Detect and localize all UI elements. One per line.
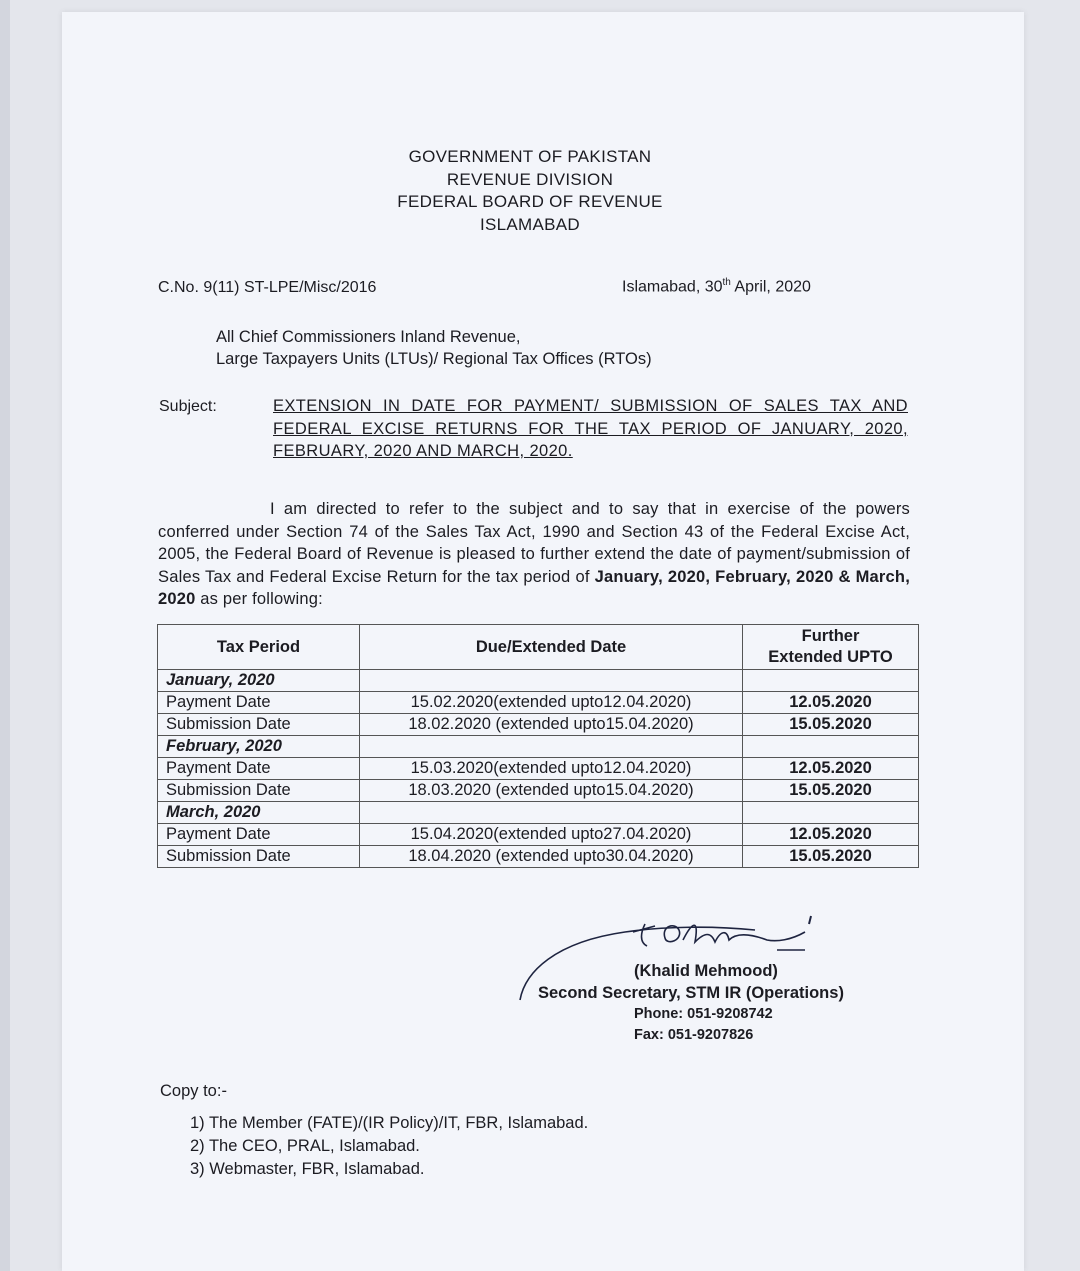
body-tail: as per following: [195, 590, 323, 608]
table-row [158, 824, 919, 846]
row-due: 15.03.2020(extended upto12.04.2020) [360, 758, 743, 780]
signatory-phone: Phone: 051-9208742 [634, 1006, 773, 1022]
addressee-line: All Chief Commissioners Inland Revenue, [216, 328, 521, 346]
table-row-month [158, 802, 919, 824]
addressee [216, 326, 652, 370]
body-bold-periods: January, 2020, February, 2020 & March, 2020 [158, 567, 910, 608]
header-further-line: Further [801, 627, 860, 645]
row-further: 15.05.2020 [743, 780, 919, 802]
table-row [158, 714, 919, 736]
body-text: I am directed to refer to the subject and to say that in exercise of the powers conferred under Section 74 of the Sales Tax Act, 1990 and Section 43 of the Federal Excise Act, 2005, the Federal Board of Revenue is pleased to further extend the date of payment/submission of Sales Tax and Federal Excise Return for the tax period of [158, 500, 910, 586]
signatory-fax: Fax: 051-9207826 [634, 1027, 754, 1043]
letterhead [380, 146, 680, 236]
signatory-block [538, 960, 908, 1046]
month-label: February, 2020 [158, 736, 360, 758]
list-item: 1) The Member (FATE)/(IR Policy)/IT, FBR, Islamabad. [190, 1114, 589, 1132]
table-row-month [158, 736, 919, 758]
table-row-month [158, 670, 919, 692]
list-item: 3) Webmaster, FBR, Islamabad. [190, 1160, 425, 1178]
row-label: Payment Date [158, 824, 360, 846]
table-header-row [158, 625, 919, 670]
body-paragraph [158, 498, 910, 611]
place-date [622, 277, 811, 296]
tax-period-table [157, 624, 919, 868]
row-due: 18.02.2020 (extended upto15.04.2020) [360, 714, 743, 736]
row-label: Submission Date [158, 714, 360, 736]
table-row [158, 846, 919, 868]
row-further: 12.05.2020 [743, 824, 919, 846]
row-due: 15.04.2020(extended upto27.04.2020) [360, 824, 743, 846]
row-due: 18.03.2020 (extended upto15.04.2020) [360, 780, 743, 802]
row-label: Submission Date [158, 780, 360, 802]
signatory-designation: Second Secretary, STM IR (Operations) [538, 984, 844, 1002]
place: Islamabad, 30 [622, 278, 723, 296]
list-item: 2) The CEO, PRAL, Islamabad. [190, 1137, 420, 1155]
scan-edge [0, 0, 10, 1271]
row-label: Payment Date [158, 758, 360, 780]
table-row [158, 758, 919, 780]
header-further-extended [743, 625, 919, 670]
month-label: March, 2020 [158, 802, 360, 824]
row-further: 12.05.2020 [743, 758, 919, 780]
row-further: 15.05.2020 [743, 714, 919, 736]
header-due-date: Due/Extended Date [360, 625, 743, 670]
row-further: 12.05.2020 [743, 692, 919, 714]
signatory-name: (Khalid Mehmood) [634, 962, 778, 980]
row-due: 15.02.2020(extended upto12.04.2020) [360, 692, 743, 714]
row-due: 18.04.2020 (extended upto30.04.2020) [360, 846, 743, 868]
letterhead-line: REVENUE DIVISION [446, 169, 614, 189]
letterhead-line: GOVERNMENT OF PAKISTAN [408, 147, 652, 166]
copy-to-label: Copy to:- [160, 1082, 227, 1100]
row-label: Submission Date [158, 846, 360, 868]
row-label: Payment Date [158, 692, 360, 714]
table-row [158, 780, 919, 802]
date-rest: April, 2020 [730, 278, 811, 296]
subject-label: Subject: [159, 398, 217, 415]
date-suffix: th [722, 277, 731, 288]
addressee-line: Large Taxpayers Units (LTUs)/ Regional Tax Offices (RTOs) [216, 350, 652, 368]
subject-text: EXTENSION IN DATE FOR PAYMENT/ SUBMISSION OF SALES TAX AND FEDERAL EXCISE RETURNS FOR THE TAX PERIOD OF JANUARY, 2020, FEBRUARY, 2020 AND MARCH, 2020. [273, 397, 908, 460]
letterhead-line: ISLAMABAD [479, 214, 580, 234]
letterhead-line: FEDERAL BOARD OF REVENUE [397, 192, 663, 211]
row-further: 15.05.2020 [743, 846, 919, 868]
header-tax-period: Tax Period [158, 625, 360, 670]
header-further-line: Extended UPTO [768, 648, 893, 666]
month-label: January, 2020 [158, 670, 360, 692]
reference-number: C.No. 9(11) ST-LPE/Misc/2016 [158, 279, 377, 296]
table-row [158, 692, 919, 714]
copy-to-list [190, 1112, 588, 1181]
